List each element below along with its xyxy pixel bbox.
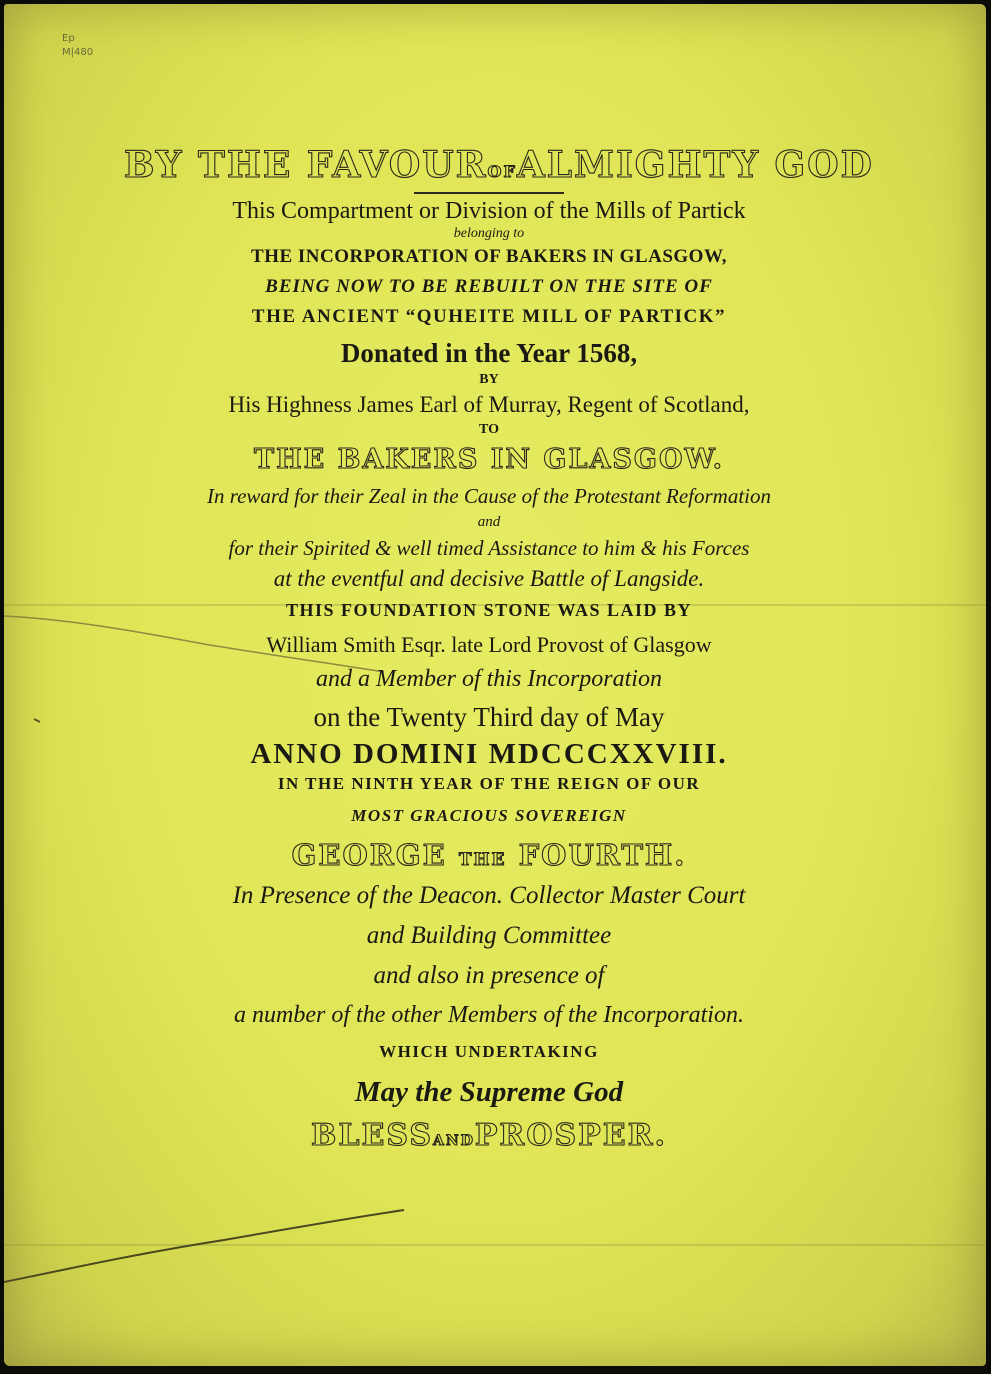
line-which-undertaking: WHICH UNDERTAKING [379, 1042, 599, 1061]
heading-title [124, 144, 874, 190]
bless-part: AND [433, 1133, 475, 1149]
heading-part: ALMIGHTY GOD [516, 144, 874, 186]
line-george-fourth [124, 838, 854, 882]
line-may-god: May the Supreme God [354, 1076, 624, 1108]
paper-sheet [4, 4, 986, 1366]
line-presence-deacon: In Presence of the Deacon. Collector Master Court [232, 882, 746, 909]
line-gracious-sovereign: MOST GRACIOUS SOVEREIGN [351, 806, 627, 825]
line-anno-domini: ANNO DOMINI MDCCCXXVIII. [250, 738, 728, 770]
bless-part: BLESS [311, 1118, 434, 1153]
george-part: FOURTH. [518, 838, 687, 872]
inscription-text [124, 144, 874, 1158]
line-twenty-third: on the Twenty Third day of May [313, 702, 665, 732]
line-belonging-to: belonging to [453, 226, 525, 241]
george-part: THE [458, 850, 507, 870]
fold-crease-lower [4, 1244, 986, 1246]
line-william-smith: William Smith Esqr. late Lord Provost of Glasgow [266, 632, 712, 657]
line-also-presence: and also in presence of [373, 962, 605, 989]
line-foundation-stone: THIS FOUNDATION STONE WAS LAID BY [285, 600, 693, 620]
line-and: and [477, 514, 501, 530]
line-donated: Donated in the Year 1568, [340, 338, 638, 368]
line-building-committee: and Building Committee [366, 922, 612, 949]
line-james-earl: His Highness James Earl of Murray, Regent of Scotland, [228, 392, 750, 417]
heading-rule [414, 192, 564, 194]
archive-mark-line: M|480 [62, 47, 94, 58]
george-part: GEORGE [291, 838, 447, 872]
line-bless-prosper [124, 1118, 854, 1158]
heading-part: BY THE FAVOUR [124, 144, 488, 186]
bless-part: PROSPER. [474, 1118, 667, 1153]
line-bakers-glasgow: THE BAKERS IN GLASGOW. [253, 444, 725, 475]
line-number-members: a number of the other Members of the Incorporation. [234, 1002, 744, 1028]
line-reward: In reward for their Zeal in the Cause of the Protestant Reformation [206, 484, 772, 508]
line-member: and a Member of this Incorporation [316, 666, 662, 692]
line-to: TO [479, 422, 499, 437]
line-battle: at the eventful and decisive Battle of Langside. [273, 566, 705, 591]
line-ancient-mill: THE ANCIENT “QUHEITE MILL OF PARTICK” [251, 306, 727, 327]
line-ninth-year: IN THE NINTH YEAR OF THE REIGN OF OUR [277, 774, 701, 793]
line-incorporation: THE INCORPORATION OF BAKERS IN GLASGOW, [251, 246, 727, 267]
line-spirited: for their Spirited & well timed Assistance to him & his Forces [228, 536, 750, 560]
line-by: BY [479, 372, 499, 387]
heading-part: OF [487, 162, 517, 181]
archive-mark-line: Ep [62, 33, 75, 44]
line-being-rebuilt: BEING NOW TO BE REBUILT ON THE SITE OF [265, 276, 713, 297]
line-compartment: This Compartment or Division of the Mills of Partick [232, 198, 746, 224]
archive-reference-mark [62, 32, 122, 60]
